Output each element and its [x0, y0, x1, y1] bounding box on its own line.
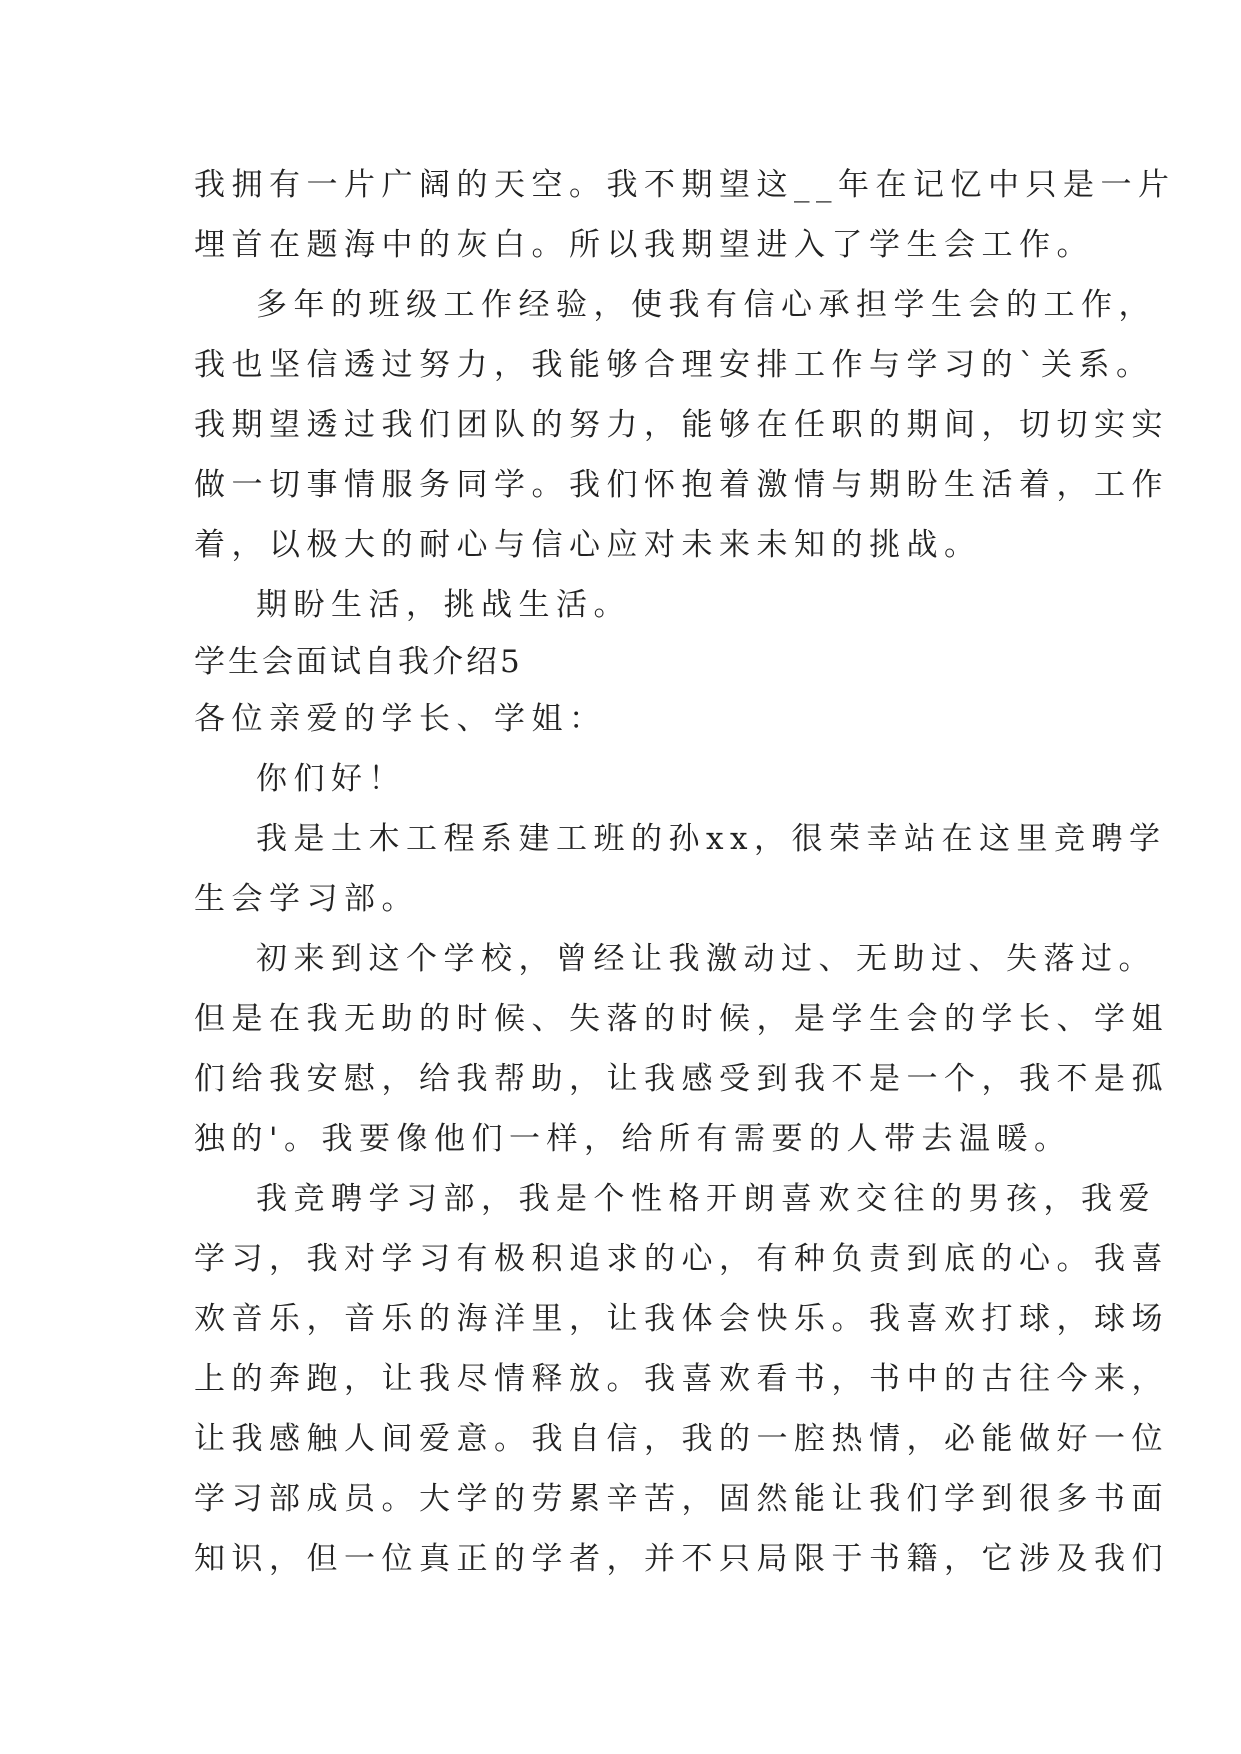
- text-line: 做一切事情服务同学。我们怀抱着激情与期盼生活着，工作: [194, 467, 1169, 503]
- text-line: 们给我安慰，给我帮助，让我感受到我不是一个，我不是孤: [194, 1061, 1169, 1097]
- section-heading: 学生会面试自我介绍5: [194, 644, 523, 680]
- text-line: 让我感触人间爱意。我自信，我的一腔热情，必能做好一位: [194, 1421, 1169, 1457]
- text-line: 我拥有一片广阔的天空。我不期望这__年在记忆中只是一片: [194, 167, 1176, 203]
- paragraph-first-line: 我是土木工程系建工班的孙xx，很荣幸站在这里竞聘学: [256, 821, 1167, 857]
- text-line: 知识，但一位真正的学者，并不只局限于书籍，它涉及我们: [194, 1541, 1169, 1577]
- paragraph-first-line: 我竞聘学习部，我是个性格开朗喜欢交往的男孩，我爱: [256, 1181, 1156, 1217]
- text-line: 埋首在题海中的灰白。所以我期望进入了学生会工作。: [194, 227, 1094, 263]
- text-line: 我也坚信透过努力，我能够合理安排工作与学习的`关系。: [194, 347, 1154, 383]
- paragraph-first-line: 多年的班级工作经验，使我有信心承担学生会的工作，: [256, 287, 1156, 323]
- text-line: 欢音乐，音乐的海洋里，让我体会快乐。我喜欢打球，球场: [194, 1301, 1169, 1337]
- text-line: 但是在我无助的时候、失落的时候，是学生会的学长、学姐: [194, 1001, 1169, 1037]
- text-line: 学习，我对学习有极积追求的心，有种负责到底的心。我喜: [194, 1241, 1169, 1277]
- paragraph-first-line: 初来到这个学校，曾经让我激动过、无助过、失落过。: [256, 941, 1156, 977]
- text-line: 独的'。我要像他们一样，给所有需要的人带去温暖。: [194, 1121, 1072, 1157]
- text-line: 学习部成员。大学的劳累辛苦，固然能让我们学到很多书面: [194, 1481, 1169, 1517]
- text-line: 上的奔跑，让我尽情释放。我喜欢看书，书中的古往今来，: [194, 1361, 1169, 1397]
- text-line: 着，以极大的耐心与信心应对未来未知的挑战。: [194, 527, 982, 563]
- paragraph-first-line: 期盼生活，挑战生活。: [256, 587, 631, 623]
- salutation: 各位亲爱的学长、学姐：: [194, 701, 607, 737]
- greeting: 你们好！: [256, 761, 406, 797]
- text-line: 我期望透过我们团队的努力，能够在任职的期间，切切实实: [194, 407, 1169, 443]
- text-line: 生会学习部。: [194, 881, 419, 917]
